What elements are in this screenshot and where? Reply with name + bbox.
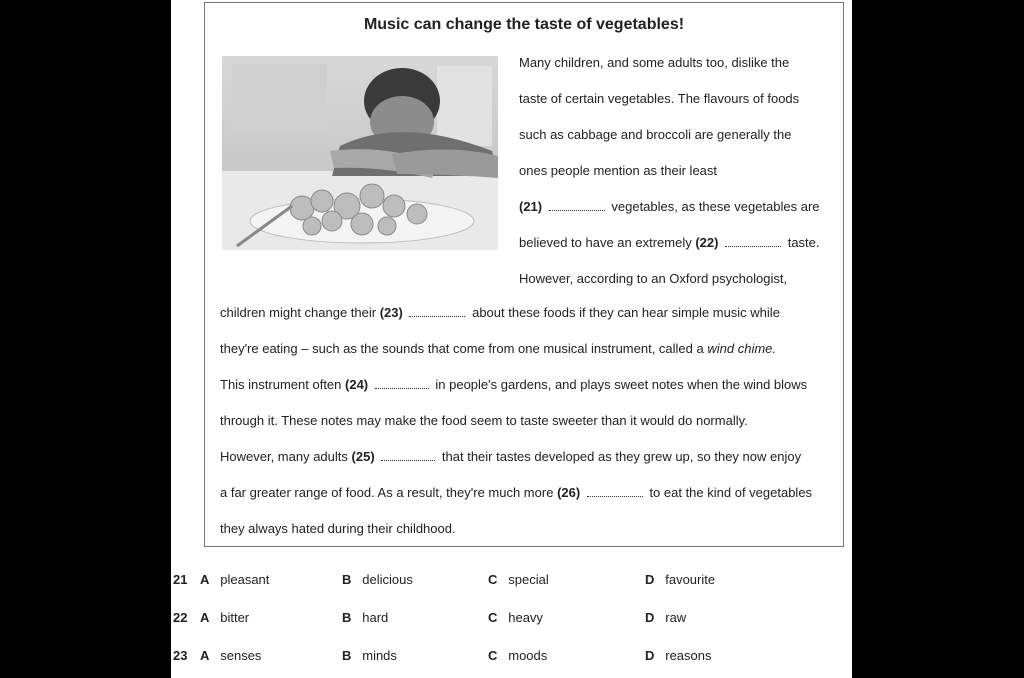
gap-text: about these foods if they can hear simple music while [472, 305, 780, 320]
gap-text: in people's gardens, and plays sweet notes when the wind blows [435, 377, 808, 392]
gap-number: (22) [695, 235, 719, 250]
answer-blank-23[interactable] [409, 315, 465, 317]
boy-photo-icon [222, 56, 498, 250]
answer-blank-24[interactable] [375, 387, 429, 389]
gap-text: they're eating – such as the sounds that come from one musical instrument, called a [220, 341, 704, 356]
option-d[interactable]: D favourite [645, 572, 716, 587]
option-c[interactable]: C moods [488, 648, 548, 663]
gap-text: to eat the kind of vegetables [649, 485, 813, 500]
gap-text: taste. [787, 235, 820, 250]
article-line: However, according to an Oxford psychologist, [519, 271, 788, 286]
gap-number: (25) [351, 449, 375, 464]
option-d[interactable]: D raw [645, 610, 687, 625]
option-a[interactable]: A senses [200, 648, 262, 663]
article-line [519, 199, 820, 214]
answer-blank-21[interactable] [549, 209, 605, 211]
answer-blank-26[interactable] [587, 495, 643, 497]
gap-text: children might change their [220, 305, 377, 320]
question-number: 22 [173, 610, 188, 625]
article-line: such as cabbage and broccoli are generally the [519, 127, 792, 142]
gap-text: that their tastes developed as they grew up, so they now enjoy [441, 449, 802, 464]
article-line: Many children, and some adults too, dislike the [519, 55, 790, 70]
gap-number: (23) [379, 305, 403, 320]
article-line [220, 485, 812, 500]
worksheet-page [171, 0, 852, 678]
article-line [220, 341, 776, 356]
gap-text: vegetables, as these vegetables are [611, 199, 820, 214]
gap-number: (24) [345, 377, 369, 392]
gap-text: a far greater range of food. As a result, they're much more [220, 485, 554, 500]
article-box [204, 2, 844, 547]
option-d[interactable]: D reasons [645, 648, 712, 663]
gap-text: However, many adults [220, 449, 348, 464]
gap-text: This instrument often [220, 377, 342, 392]
article-line: taste of certain vegetables. The flavours of foods [519, 91, 800, 106]
article-line: ones people mention as their least [519, 163, 718, 178]
article-line [519, 235, 820, 250]
gap-text-italic: wind chime. [707, 341, 777, 356]
article-line: they always hated during their childhood. [220, 521, 456, 536]
article-line [220, 449, 801, 464]
article-title: Music can change the taste of vegetables! [363, 16, 685, 33]
article-line: through it. These notes may make the food seem to taste sweeter than it would do normally. [220, 413, 748, 428]
option-a[interactable]: A bitter [200, 610, 250, 625]
option-b[interactable]: B delicious [342, 572, 413, 587]
article-photo [222, 56, 498, 250]
question-number: 23 [173, 648, 188, 663]
question-number: 21 [173, 572, 188, 587]
answer-blank-25[interactable] [381, 459, 435, 461]
option-b[interactable]: B minds [342, 648, 397, 663]
option-b[interactable]: B hard [342, 610, 389, 625]
article-line [220, 305, 780, 320]
gap-number: (26) [557, 485, 581, 500]
option-c[interactable]: C special [488, 572, 549, 587]
gap-text: believed to have an extremely [519, 235, 692, 250]
article-line [220, 377, 807, 392]
option-c[interactable]: C heavy [488, 610, 543, 625]
gap-number: (21) [519, 199, 543, 214]
answer-blank-22[interactable] [725, 245, 781, 247]
option-a[interactable]: A pleasant [200, 572, 270, 587]
